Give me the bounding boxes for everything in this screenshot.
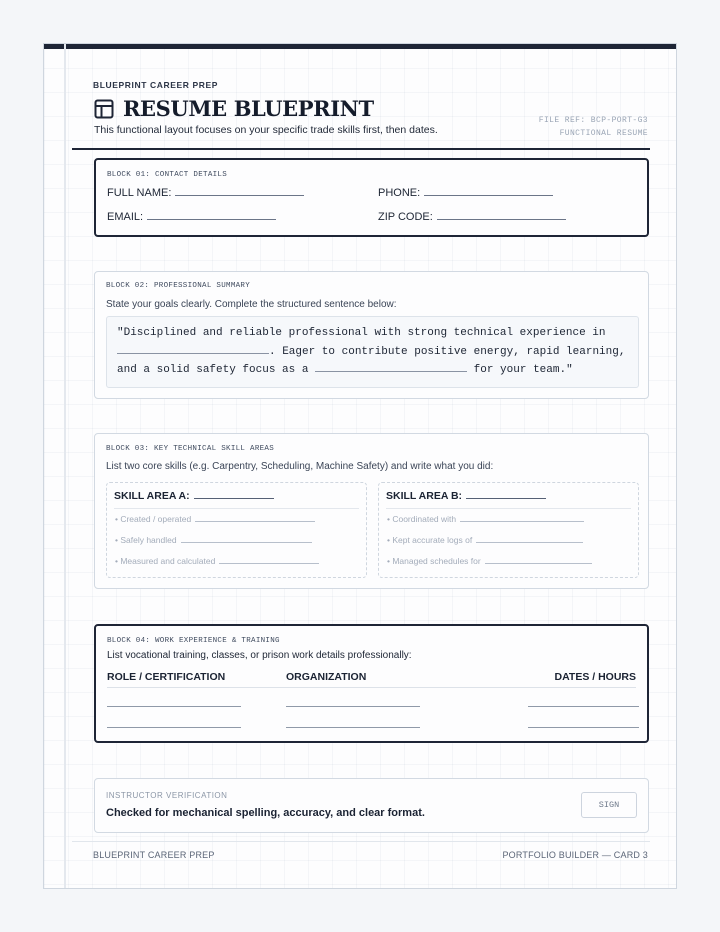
skill-b-item-1-line[interactable] <box>460 515 584 522</box>
skill-area-b-box <box>378 482 639 578</box>
page-subtitle: This functional layout focuses on your specific trade skills first, then dates. <box>94 124 438 136</box>
skill-a-item-2[interactable] <box>115 535 312 545</box>
skill-b-item-2-text: • Kept accurate logs of <box>387 535 473 545</box>
skill-area-b-title: SKILL AREA B: <box>386 490 463 502</box>
phone-line[interactable] <box>424 187 553 196</box>
table-header-divider <box>107 687 636 688</box>
page-title: RESUME BLUEPRINT <box>123 96 374 121</box>
row-2-dates-line[interactable] <box>528 727 639 728</box>
footer-divider <box>72 841 650 842</box>
skill-a-item-3-line[interactable] <box>219 557 319 564</box>
row-1-role-line[interactable] <box>107 706 241 707</box>
email-label: EMAIL: <box>107 211 144 223</box>
footer-brand: BLUEPRINT CAREER PREP <box>93 850 215 860</box>
full-name-field[interactable] <box>107 187 304 199</box>
skill-area-a-heading[interactable] <box>114 490 274 502</box>
skills-instruction: List two core skills (e.g. Carpentry, Scheduling, Machine Safety) and write what you did: <box>106 461 494 472</box>
experience-instruction: List vocational training, classes, or prison work details professionally: <box>107 650 412 661</box>
skill-a-item-2-text: • Safely handled <box>115 535 177 545</box>
zip-line[interactable] <box>437 211 566 220</box>
column-dates: DATES / HOURS <box>554 671 636 683</box>
skill-a-item-1[interactable] <box>115 514 315 524</box>
column-organization: ORGANIZATION <box>286 671 367 683</box>
file-ref-type: FUNCTIONAL RESUME <box>559 129 648 138</box>
skill-area-a-line[interactable] <box>194 490 274 499</box>
summary-line-2-text: . Eager to contribute positive energy, rapid learning, <box>269 345 626 358</box>
skill-area-b-heading[interactable] <box>386 490 546 502</box>
verification-block <box>94 778 649 833</box>
file-reference <box>539 114 648 140</box>
footer-card-label: PORTFOLIO BUILDER — CARD 3 <box>502 850 648 860</box>
row-2-role-line[interactable] <box>107 727 241 728</box>
skill-a-item-2-line[interactable] <box>181 536 312 543</box>
summary-line-3-start: and a solid safety focus as a <box>117 364 309 376</box>
experience-block <box>94 624 649 743</box>
skill-area-a-title: SKILL AREA A: <box>114 490 190 502</box>
contact-block <box>94 158 649 237</box>
full-name-label: FULL NAME: <box>107 187 172 199</box>
margin-line <box>64 44 66 888</box>
row-1-dates-line[interactable] <box>528 706 639 707</box>
summary-block-label: BLOCK 02: PROFESSIONAL SUMMARY <box>106 282 251 290</box>
skill-area-b-line[interactable] <box>466 490 546 499</box>
brand-name: BLUEPRINT CAREER PREP <box>93 80 219 90</box>
skill-b-item-2[interactable] <box>387 535 583 545</box>
full-name-line[interactable] <box>175 187 304 196</box>
row-2-organization-line[interactable] <box>286 727 420 728</box>
skill-b-item-3[interactable] <box>387 556 592 566</box>
contact-block-label: BLOCK 01: CONTACT DETAILS <box>107 171 228 179</box>
summary-line-3 <box>117 361 628 380</box>
sign-button[interactable]: SIGN <box>581 792 637 818</box>
experience-block-label: BLOCK 04: WORK EXPERIENCE & TRAINING <box>107 637 280 645</box>
email-line[interactable] <box>147 211 276 220</box>
summary-line-1: "Disciplined and reliable professional with strong technical experience in <box>117 327 606 339</box>
skill-a-item-3-text: • Measured and calculated <box>115 556 216 566</box>
summary-sentence-box <box>106 316 639 388</box>
skill-b-item-3-line[interactable] <box>485 557 592 564</box>
zip-field[interactable] <box>378 211 566 223</box>
skill-a-item-1-line[interactable] <box>195 515 315 522</box>
file-ref-code: FILE REF: BCP-PORT-G3 <box>538 116 648 125</box>
skills-block-label: BLOCK 03: KEY TECHNICAL SKILL AREAS <box>106 445 275 453</box>
zip-label: ZIP CODE: <box>378 211 433 223</box>
skill-area-a-divider <box>114 508 359 509</box>
skill-a-item-3[interactable] <box>115 556 319 566</box>
summary-line-2 <box>117 343 628 362</box>
field-experience-blank[interactable] <box>117 343 269 354</box>
skill-b-item-2-line[interactable] <box>476 536 583 543</box>
skill-area-a-box <box>106 482 367 578</box>
email-field[interactable] <box>107 211 276 223</box>
row-1-organization-line[interactable] <box>286 706 420 707</box>
summary-block <box>94 271 649 399</box>
header-divider <box>72 148 650 150</box>
column-role: ROLE / CERTIFICATION <box>107 671 226 683</box>
skill-b-item-1-text: • Coordinated with <box>387 514 457 524</box>
skills-block <box>94 433 649 589</box>
summary-line-3-end: for your team." <box>473 364 573 376</box>
role-blank[interactable] <box>315 361 467 372</box>
verification-label: INSTRUCTOR VERIFICATION <box>106 791 228 800</box>
skill-area-b-divider <box>386 508 631 509</box>
skill-b-item-3-text: • Managed schedules for <box>387 556 481 566</box>
skill-a-item-1-text: • Created / operated <box>115 514 192 524</box>
top-accent-bar <box>44 44 676 49</box>
phone-label: PHONE: <box>378 187 421 199</box>
worksheet-page <box>43 43 677 889</box>
summary-instruction: State your goals clearly. Complete the structured sentence below: <box>106 299 397 310</box>
skill-b-item-1[interactable] <box>387 514 584 524</box>
layout-icon <box>94 99 114 119</box>
phone-field[interactable] <box>378 187 553 199</box>
title-row <box>94 96 374 121</box>
verification-text: Checked for mechanical spelling, accuracy, and clear format. <box>106 807 425 819</box>
